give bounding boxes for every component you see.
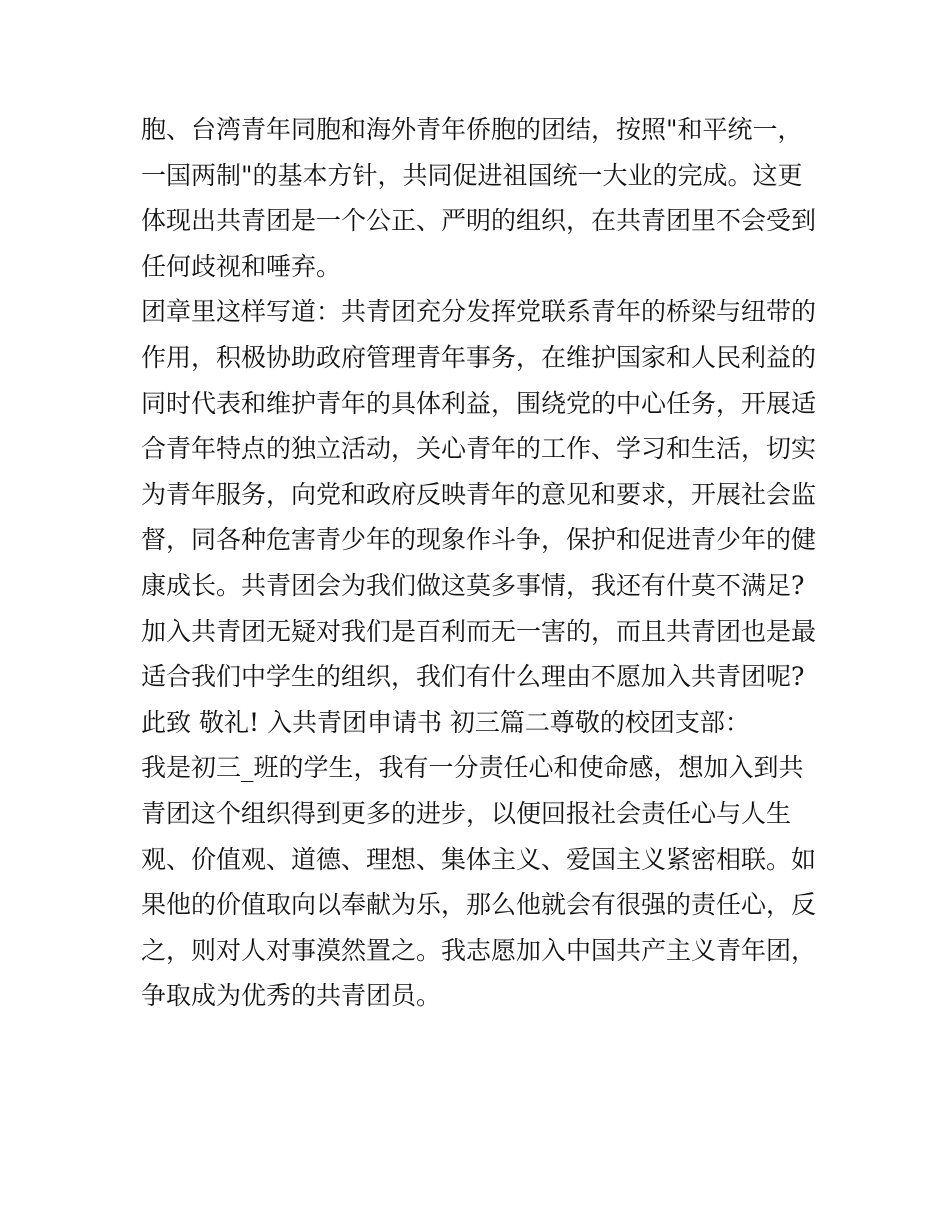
text-line: 此致 敬礼! 入共青团申请书 初三篇二尊敬的校团支部： [141, 707, 750, 737]
text-line: 作用，积极协助政府管理青年事务，在维护国家和人民利益的 [141, 342, 817, 372]
text-line: 加入共青团无疑对我们是百利而无一害的，而且共青团也是最 [141, 616, 817, 646]
text-line: 康成长。共青团会为我们做这莫多事情，我还有什莫不满足? [141, 570, 805, 600]
text-line: 督，同各种危害青少年的现象作斗争，保护和促进青少年的健 [141, 525, 817, 555]
text-line: 果他的价值取向以奉献为乐，那么他就会有很强的责任心，反 [141, 890, 817, 920]
body-text [141, 107, 821, 1019]
text-line: 任何歧视和唾弃。 [141, 251, 342, 281]
text-line: 我是初三_班的学生，我有一分责任心和使命感，想加入到共 [141, 753, 804, 783]
text-line: 争取成为优秀的共青团员。 [141, 981, 442, 1011]
text-line: 合青年特点的独立活动，关心青年的工作、学习和生活，切实 [141, 434, 817, 464]
text-line: 为青年服务，向党和政府反映青年的意见和要求，开展社会监 [141, 479, 817, 509]
text-line: 同时代表和维护青年的具体利益，围绕党的中心任务，开展适 [141, 388, 817, 418]
text-line: 一国两制"的基本方针，共同促进祖国统一大业的完成。这更 [141, 160, 803, 190]
text-line: 团章里这样写道：共青团充分发挥党联系青年的桥梁与纽带的 [141, 297, 817, 327]
text-line: 观、价值观、道德、理想、集体主义、爱国主义紧密相联。如 [141, 844, 817, 874]
text-line: 适合我们中学生的组织，我们有什么理由不愿加入共青团呢? [141, 662, 805, 692]
text-line: 体现出共青团是一个公正、严明的组织，在共青团里不会受到 [141, 206, 817, 236]
text-line: 青团这个组织得到更多的进步，以便回报社会责任心与人生 [141, 798, 792, 828]
text-line: 之，则对人对事漠然置之。我志愿加入中国共产主义青年团， [141, 935, 817, 965]
text-line: 胞、台湾青年同胞和海外青年侨胞的团结，按照"和平统一， [141, 115, 803, 144]
